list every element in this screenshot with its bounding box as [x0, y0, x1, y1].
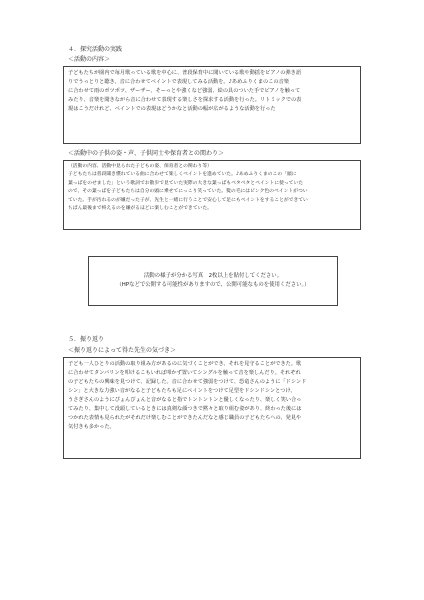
child-voices-line: ていた。手が汚れるのが嫌だった子が、先生と一緒に行うことで安心して足にもペイントをすることができてい: [68, 197, 308, 203]
activity-content-line: りでうっとりと聴き、音に合わせてペイントで表現してみる活動を。♪あめふりくまのこの音楽: [68, 79, 289, 85]
child-voices-line: 子どもたちは普段聞き慣れている曲に合わせて楽しくペイントを進めていた。♪あめふりくまのこの「頭に: [68, 172, 297, 178]
child-voices-line: ので、その葉っぱを子どもたちは自分の頭に乗せてにっこり笑っていた。髪の毛にはピンク色のペイントがつい: [68, 189, 308, 195]
reflection-line: 子ども一人ひとりの活動の取り組み方があるのに気づくことができ、それを見守ることができた。歌: [68, 361, 302, 367]
reflection-heading: ＜振り返りによって得た先生の気づき＞: [68, 347, 177, 354]
activity-content-line: 現はこうだけれど、ペイントでの表現はどうかなと活動の幅が広がるような活動を行った: [68, 106, 276, 112]
activity-content-line: 子どもたちが園内で毎月歌っている歌を中心に、普段保育中に聞いている歌や動揺をピアノの弾き語: [68, 70, 302, 76]
reflection-line: の子どもたちの興味を見つけて、記録した。音に合わせて強弱をつけて、恐竜さんのように「ドシンド: [68, 379, 307, 385]
section5-title: ５．振り返り: [68, 336, 105, 343]
reflection-line: うさぎさんのようにぴょんぴょんと音がなると指でトントントンと優しくなったり、楽しく笑い合っ: [68, 397, 302, 403]
reflection-line: つかれた表情も見られたがそれだけ楽しむことができたんだなと感じ職員の子どもたちへの、発見や: [68, 415, 302, 421]
child-voices-box: [63, 160, 361, 230]
reflection-box: [63, 357, 361, 459]
activity-content-line: みたり、音楽を聞きながら音に合わせて表現する楽しさを探求する活動を行った。リトミックでの表: [68, 97, 302, 103]
photo-instruction: 活動の様子が分かる写真 2枚以上を貼付してください。: [143, 273, 283, 279]
reflection-line: に合わせてタンバリンを叩けるこもいれば叩かず置いてシングルを触って音を楽しんだり。それぞれ: [68, 370, 301, 376]
activity-content-box: [63, 66, 361, 144]
child-voices-line: （活動の内容、活動中見られた子どもの姿、保育者との関わり等）: [68, 164, 212, 169]
reflection-line: 気付きも多かった。: [68, 424, 115, 430]
photo-publication-note: （HPなどで公開する可能性がありますので、公開可能なものを使用ください。）: [116, 282, 310, 288]
activity-content-heading: ＜活動の内容＞: [68, 56, 111, 63]
reflection-line: シン」と大きな力強い音がなると子どもたちも足にペイントをつけて足型をドシンドシンとつけ、: [68, 388, 296, 394]
reflection-line: てみたり、集中して没頭しているときには真剣な顔つきで黙々と取り組む姿があり、終わった後には: [68, 406, 302, 412]
section4-title: ４．探究活動の実践: [68, 46, 123, 53]
activity-content-line: に合わせて雨のポツポツ、ザーザー、そーっとや強くなど強弱、絵の具のついた手でピアノを触って: [68, 88, 301, 94]
photo-placeholder: [88, 256, 338, 306]
child-voices-line: ちばん最後まで終えるのを嫌がるほどに楽しむことができていた。: [68, 206, 212, 212]
child-voices-line: 葉っぱをのせました」という歌詞でお散歩で見ていた実際の大きな葉っぱもベタベタとペイントに使っていた: [68, 180, 304, 186]
child-voices-heading: ＜活動中の子供の姿・声、子供同士や保育者との関わり＞: [68, 150, 225, 157]
